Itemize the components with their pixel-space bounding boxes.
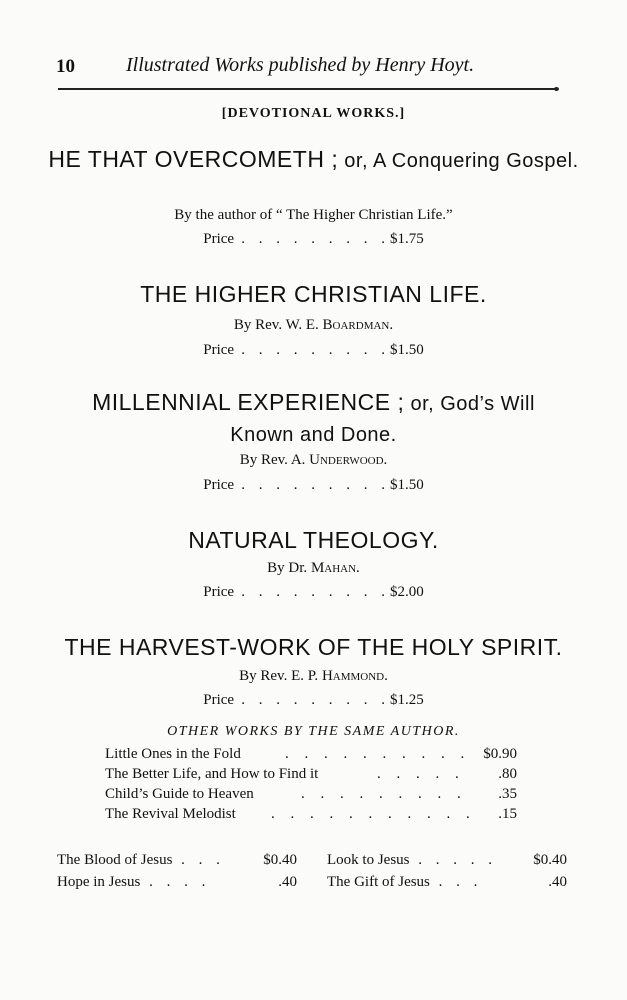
author-name: Underwood. (309, 452, 388, 468)
page-header (56, 54, 556, 84)
book-byline (0, 668, 627, 685)
list-item-title: Little Ones in the Fold (105, 746, 241, 762)
byline-prefix: By Dr. (267, 560, 308, 576)
list-item (105, 766, 517, 786)
list-item (57, 874, 297, 896)
book-title-sub: or, A Conquering Gospel. (338, 150, 579, 172)
book-title (0, 526, 627, 555)
list-item-title: Hope in Jesus . . . . (57, 874, 211, 890)
book-byline: By the author of “ The Higher Christian Life.” (174, 207, 453, 223)
book-byline (0, 560, 627, 577)
book-price: $2.00 (390, 584, 424, 600)
list-item-title: The Better Life, and How to Find it (105, 766, 319, 782)
list-item-price: $0.40 (533, 852, 567, 868)
list-item (57, 852, 297, 874)
book-title (0, 280, 627, 309)
list-item (105, 746, 517, 766)
book-title (0, 145, 627, 176)
header-rule (58, 88, 555, 90)
other-works-list (105, 746, 517, 826)
price-leader: . . . . . . . . . (241, 342, 390, 358)
book-title-main: MILLENNIAL EXPERIENCE ; (92, 389, 405, 415)
byline-prefix: By Rev. W. E. (233, 317, 319, 333)
price-leader: . . . . . (377, 766, 465, 782)
price-label: Price (203, 342, 235, 358)
price-label: Price (203, 584, 235, 600)
book-title-main: HE THAT OVERCOMETH ; (48, 146, 339, 172)
price-leader: . . . . . . . . . (241, 584, 390, 600)
book-title-main: THE HIGHER CHRISTIAN LIFE. (140, 281, 487, 307)
book-title (60, 388, 567, 450)
footer-column-left (57, 852, 297, 896)
byline-prefix: By Rev. E. P. (239, 668, 319, 684)
list-item-title: The Blood of Jesus . . . (57, 852, 225, 868)
list-item-title: The Gift of Jesus . . . (327, 874, 483, 890)
list-item-price: $0.40 (263, 852, 297, 868)
book-byline (0, 452, 627, 469)
list-item-price: .40 (278, 874, 297, 890)
author-name: Boardman. (322, 317, 394, 333)
list-item (327, 852, 567, 874)
price-leader: . . . . . . . . . (241, 231, 390, 247)
page-number: 10 (56, 56, 75, 77)
list-item-price: .40 (548, 874, 567, 890)
book-price: $1.50 (390, 342, 424, 358)
price-leader: . . . . . . . . . (241, 692, 390, 708)
price-leader: . . . . . . . . . (301, 786, 467, 802)
book-price-line (0, 342, 627, 359)
book-title-sub: or, God’s Will Known and Done. (230, 393, 535, 446)
book-byline (0, 317, 627, 334)
section-title: [DEVOTIONAL WORKS.] (221, 106, 406, 121)
byline-prefix: By Rev. A. (239, 452, 306, 468)
running-title: Illustrated Works published by Henry Hoyt. (126, 54, 475, 76)
list-item-price: .80 (498, 766, 517, 782)
book-price-line (0, 477, 627, 494)
list-item-title: Child’s Guide to Heaven (105, 786, 254, 802)
footer-column-right (327, 852, 567, 896)
book-title-main: NATURAL THEOLOGY. (188, 527, 439, 553)
other-works-heading: OTHER WORKS BY THE SAME AUTHOR. (167, 724, 460, 739)
list-item-price: .35 (498, 786, 517, 802)
author-name: Mahan. (310, 560, 360, 576)
price-leader: . . . . . . . . . . . (271, 806, 476, 822)
price-leader: . . . . . . . . . (241, 477, 390, 493)
price-leader: . . . . . . . . . . (285, 746, 471, 762)
book-price: $1.25 (390, 692, 424, 708)
list-item-title: Look to Jesus . . . . . (327, 852, 497, 868)
book-price: $1.75 (390, 231, 424, 247)
list-item (327, 874, 567, 896)
list-item (105, 806, 517, 826)
book-price-line (0, 692, 627, 709)
price-label: Price (203, 231, 235, 247)
author-name: Hammond. (321, 668, 388, 684)
price-label: Price (203, 692, 235, 708)
price-label: Price (203, 477, 235, 493)
book-price: $1.50 (390, 477, 424, 493)
book-title (0, 633, 627, 662)
list-item (105, 786, 517, 806)
list-item-price: .15 (498, 806, 517, 822)
list-item-title: The Revival Melodist (105, 806, 236, 822)
list-item-price: $0.90 (483, 746, 517, 762)
book-price-line (0, 584, 627, 601)
book-title-main: THE HARVEST-WORK OF THE HOLY SPIRIT. (64, 634, 563, 660)
book-price-line (0, 231, 627, 248)
